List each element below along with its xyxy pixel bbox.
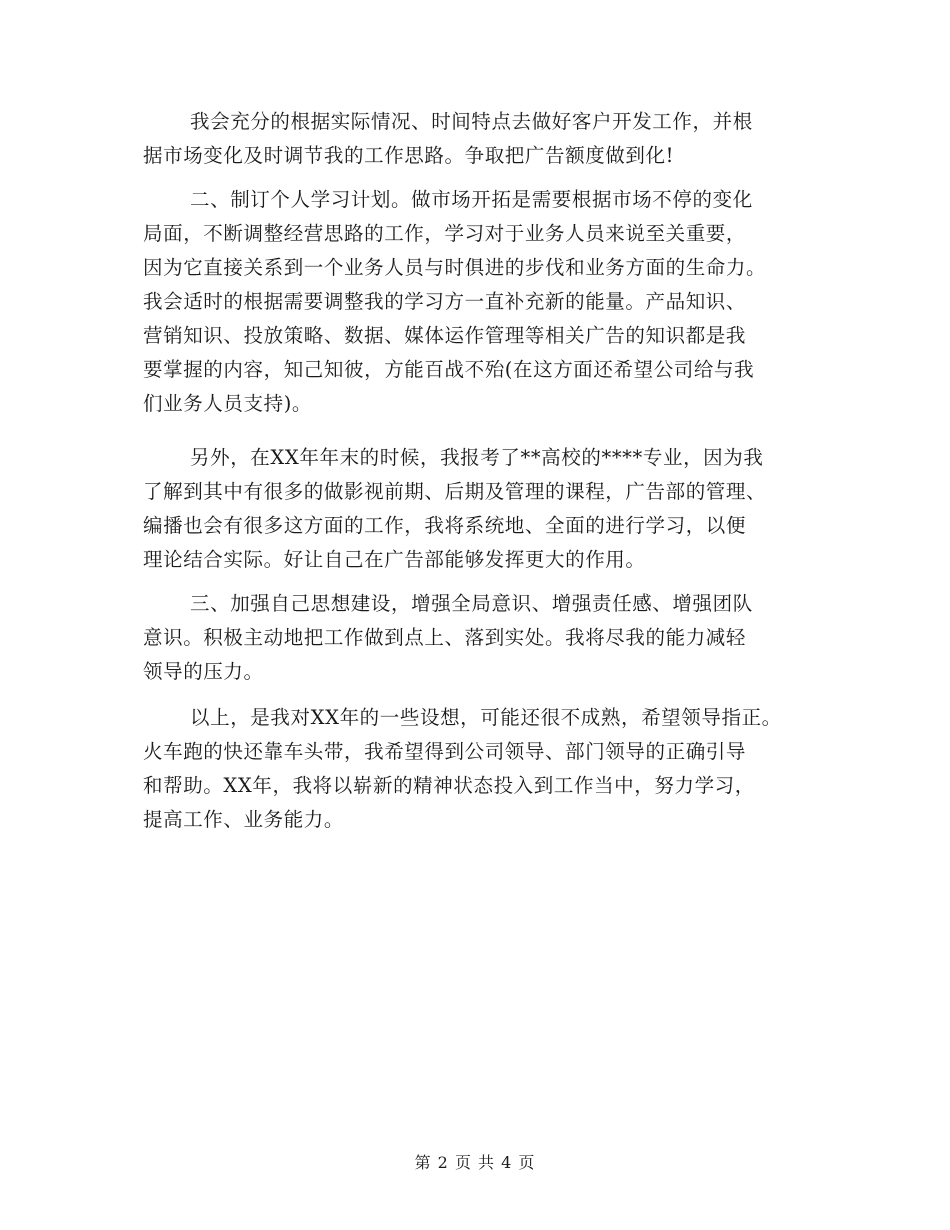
text-line: 们业务人员支持)。 [143, 392, 313, 415]
text-line: 三、加强自己思想建设，增强全局意识、增强责任感、增强团队 [190, 592, 753, 615]
text-line: 了解到其中有很多的做影视前期、后期及管理的课程，广告部的管理、 [143, 480, 767, 503]
text-line: 局面，不断调整经营思路的工作，学习对于业务人员来说至关重要， [143, 222, 747, 245]
text-line: 二、制订个人学习计划。做市场开拓是需要根据市场不停的变化 [190, 188, 753, 211]
text-line: 火车跑的快还靠车头带，我希望得到公司领导、部门领导的正确引导 [143, 740, 747, 763]
text-line: 据市场变化及时调节我的工作思路。争取把广告额度做到化! [143, 144, 675, 167]
text-line: 编播也会有很多这方面的工作，我将系统地、全面的进行学习，以便 [143, 514, 747, 537]
page-number-footer: 第 2 页 共 4 页 [414, 1153, 536, 1172]
text-line: 以上，是我对XX年的一些设想，可能还很不成熟，希望领导指正。 [190, 706, 782, 729]
text-line: 领导的压力。 [143, 660, 264, 683]
text-line: 营销知识、投放策略、数据、媒体运作管理等相关广告的知识都是我 [143, 324, 747, 347]
text-line: 另外，在XX年年末的时候，我报考了**高校的****专业，因为我 [190, 446, 764, 469]
text-line: 意识。积极主动地把工作做到点上、落到实处。我将尽我的能力减轻 [143, 626, 747, 649]
text-line: 理论结合实际。好让自己在广告部能够发挥更大的作用。 [143, 548, 646, 571]
text-line: 我会充分的根据实际情况、时间特点去做好客户开发工作，并根 [190, 110, 753, 133]
text-line: 和帮助。XX年，我将以崭新的精神状态投入到工作当中，努力学习， [143, 774, 755, 797]
text-line: 提高工作、业务能力。 [143, 808, 345, 831]
text-line: 因为它直接关系到一个业务人员与时俱进的步伐和业务方面的生命力。 [143, 256, 767, 279]
text-line: 要掌握的内容，知己知彼，方能百战不殆(在这方面还希望公司给与我 [143, 358, 755, 381]
text-line: 我会适时的根据需要调整我的学习方一直补充新的能量。产品知识、 [143, 290, 747, 313]
